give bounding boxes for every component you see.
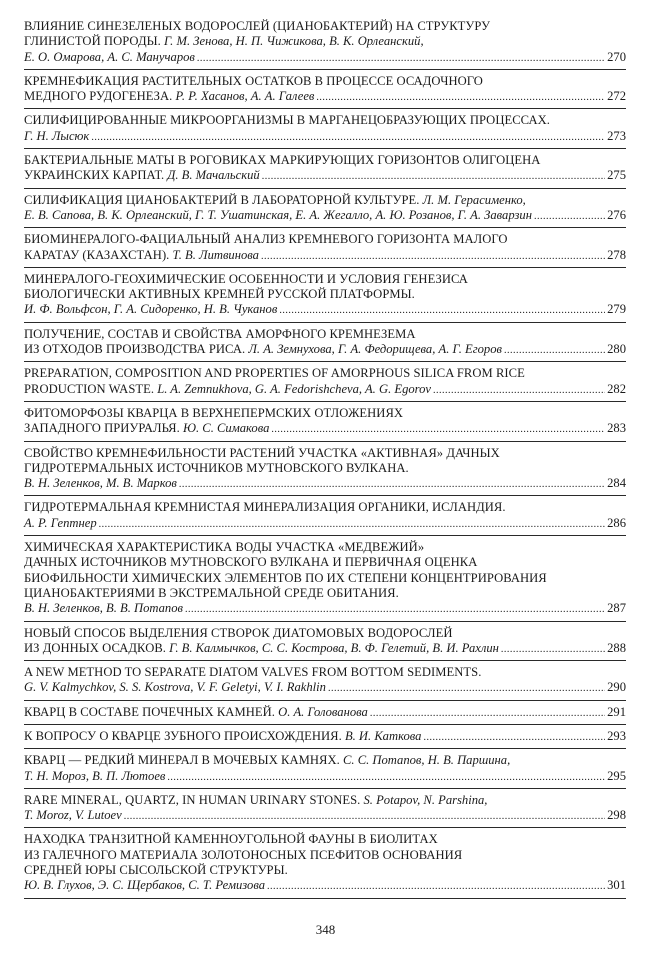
entry-last-text <box>24 516 97 531</box>
toc-entry[interactable] <box>24 228 626 268</box>
entry-last-line <box>24 878 626 894</box>
dot-leader <box>433 383 605 398</box>
entry-page-number: 276 <box>607 207 626 222</box>
entry-last-line <box>24 705 626 721</box>
entry-line <box>24 366 626 381</box>
entry-last-text <box>24 50 195 65</box>
entry-line <box>24 571 626 586</box>
entry-page-number: 288 <box>607 640 626 655</box>
entry-authors: И. Ф. Вольфсон, Г. А. Сидоренко, Н. В. Чуканов <box>24 302 278 317</box>
entry-authors: Л. М. Герасименко, <box>422 192 526 207</box>
entry-last-line <box>24 342 626 358</box>
entry-authors: В. И. Каткова <box>344 728 422 743</box>
entry-page-number: 283 <box>607 421 626 436</box>
entry-last-text <box>24 641 499 656</box>
entry-last-text <box>24 342 502 357</box>
entry-authors: Г. В. Калмычков, С. С. Кострова, В. Ф. Гелетий, В. И. Рахлин <box>169 640 499 655</box>
entry-last-text <box>24 476 177 491</box>
entry-last-line <box>24 50 626 66</box>
entry-title: СИЛИФИКАЦИЯ ЦИАНОБАКТЕРИЙ В ЛАБОРАТОРНОЙ КУЛЬТУРЕ. <box>24 192 420 207</box>
entry-title: КВАРЦ — РЕДКИЙ МИНЕРАЛ В МОЧЕВЫХ КАМНЯХ. <box>24 753 340 768</box>
entry-authors: Т. В. Литвинова <box>172 247 259 262</box>
entry-last-text <box>24 601 183 616</box>
entry-page-number: 275 <box>607 168 626 183</box>
toc-entry[interactable] <box>24 828 626 898</box>
entry-line <box>24 555 626 570</box>
entry-page-number: 279 <box>607 302 626 317</box>
entry-line <box>24 113 626 128</box>
entry-last-text <box>24 769 165 784</box>
entry-line <box>24 272 626 287</box>
dot-leader <box>262 169 605 184</box>
entry-last-text <box>24 168 260 183</box>
entry-title: PRODUCTION WASTE. <box>24 381 155 396</box>
entry-title: МИНЕРАЛОГО-ГЕОХИМИЧЕСКИЕ ОСОБЕННОСТИ И УСЛОВИЯ ГЕНЕЗИСА <box>24 271 468 286</box>
entry-page-number: 272 <box>607 89 626 104</box>
entry-last-line <box>24 601 626 617</box>
toc-entry[interactable] <box>24 496 626 536</box>
entry-line <box>24 446 626 461</box>
entry-page-number: 270 <box>607 49 626 64</box>
entry-last-line <box>24 89 626 105</box>
entry-authors: Г. М. Зенова, Н. П. Чижикова, В. К. Орлеанский, <box>163 34 424 49</box>
entry-title: МЕДНОГО РУДОГЕНЕЗА. <box>24 89 173 104</box>
entry-last-text <box>24 421 269 436</box>
entry-authors: Е. В. Сапова, В. К. Орлеанский, Г. Т. Ушатинская, Е. А. Жегалло, А. Ю. Розанов, Г. А. Заварзин <box>24 207 532 222</box>
entry-last-line <box>24 302 626 318</box>
entry-title: ГЛИНИСТОЙ ПОРОДЫ. <box>24 34 161 49</box>
toc-entry[interactable] <box>24 15 626 70</box>
entry-page-number: 298 <box>607 808 626 823</box>
entry-last-line <box>24 729 626 745</box>
entry-last-line <box>24 808 626 824</box>
entry-title: К ВОПРОСУ О КВАРЦЕ ЗУБНОГО ПРОИСХОЖДЕНИЯ. <box>24 728 342 743</box>
entry-last-text <box>24 208 532 223</box>
entry-line <box>24 19 626 34</box>
entry-title: НАХОДКА ТРАНЗИТНОЙ КАМЕННОУГОЛЬНОЙ ФАУНЫ В БИОЛИТАХ <box>24 832 438 847</box>
entry-title: ИЗ ОТХОДОВ ПРОИЗВОДСТВА РИСА. <box>24 342 246 357</box>
toc-entry[interactable] <box>24 442 626 497</box>
entry-title: НОВЫЙ СПОСОБ ВЫДЕЛЕНИЯ СТВОРОК ДИАТОМОВЫХ ВОДОРОСЛЕЙ <box>24 625 453 640</box>
dot-leader <box>501 642 605 657</box>
entry-title: БАКТЕРИАЛЬНЫЕ МАТЫ В РОГОВИКАХ МАРКИРУЮЩИХ ГОРИЗОНТОВ ОЛИГОЦЕНА <box>24 153 541 168</box>
entry-title: СИЛИФИЦИРОВАННЫЕ МИКРООРГАНИЗМЫ В МАРГАНЕЦОБРАЗУЮЩИХ ПРОЦЕССАХ. <box>24 113 550 128</box>
entry-last-line <box>24 382 626 398</box>
entry-title: ЦИАНОБАКТЕРИЯМИ В ЭКСТРЕМАЛЬНОЙ СРЕДЕ ОБИТАНИЯ. <box>24 585 399 600</box>
dot-leader <box>534 209 605 224</box>
dot-leader <box>328 681 605 696</box>
entry-line <box>24 848 626 863</box>
entry-last-line <box>24 421 626 437</box>
entry-page-number: 290 <box>607 680 626 695</box>
entry-line <box>24 74 626 89</box>
entry-line <box>24 500 626 515</box>
entry-page-number: 287 <box>607 601 626 616</box>
dot-leader <box>423 730 605 745</box>
entry-last-line <box>24 641 626 657</box>
entry-authors: L. A. Zemnukhova, G. A. Fedorishcheva, A. G. Egorov <box>157 381 431 396</box>
entry-title: A NEW METHOD TO SEPARATE DIATOM VALVES FROM BOTTOM SEDIMENTS. <box>24 665 482 680</box>
entry-page-number: 284 <box>607 476 626 491</box>
entry-title: КАРАТАУ (КАЗАХСТАН). <box>24 247 170 262</box>
toc-entry[interactable] <box>24 402 626 442</box>
entry-authors: А. Р. Гептнер <box>24 515 97 530</box>
toc-entry[interactable] <box>24 109 626 149</box>
entry-last-line <box>24 769 626 785</box>
entry-page-number: 286 <box>607 515 626 530</box>
entry-authors: О. А. Голованова <box>278 704 368 719</box>
entry-line <box>24 540 626 555</box>
entry-title: КВАРЦ В СОСТАВЕ ПОЧЕЧНЫХ КАМНЕЙ. <box>24 704 275 719</box>
entry-last-line <box>24 208 626 224</box>
entry-authors: T. Moroz, V. Lutoev <box>24 808 122 823</box>
entry-last-text <box>24 680 326 695</box>
entry-line <box>24 193 626 208</box>
entry-last-text <box>24 129 89 144</box>
dot-leader <box>271 422 605 437</box>
entry-authors: Л. А. Земнухова, Г. А. Федорищева, А. Г. Егоров <box>248 342 502 357</box>
entry-last-text <box>24 729 421 744</box>
entry-authors: G. V. Kalmychkov, S. S. Kostrova, V. F. Geletyi, V. I. Rakhlin <box>24 680 326 695</box>
toc-entry[interactable] <box>24 323 626 363</box>
toc-entry[interactable] <box>24 701 626 725</box>
entry-page-number: 293 <box>607 728 626 743</box>
entry-authors: Т. Н. Мороз, В. П. Лютоев <box>24 768 166 783</box>
dot-leader <box>267 879 605 894</box>
entry-title: ГИДРОТЕРМАЛЬНАЯ КРЕМНИСТАЯ МИНЕРАЛИЗАЦИЯ ОРГАНИКИ, ИСЛАНДИЯ. <box>24 500 506 515</box>
dot-leader <box>370 706 605 721</box>
dot-leader <box>167 770 605 785</box>
entry-last-text <box>24 382 431 397</box>
entry-authors: С. С. Потапов, Н. В. Паршина, <box>343 753 511 768</box>
page-number: 348 <box>315 922 336 937</box>
entry-last-line <box>24 516 626 532</box>
entry-line <box>24 327 626 342</box>
toc-entry[interactable] <box>24 661 626 701</box>
entry-authors: В. Н. Зеленков, М. В. Марков <box>24 476 177 491</box>
entry-line <box>24 665 626 680</box>
toc-entry[interactable] <box>24 749 626 789</box>
entry-line <box>24 34 626 49</box>
entry-authors: Г. Н. Лысюк <box>24 128 90 143</box>
entry-line <box>24 153 626 168</box>
entry-title: ГИДРОТЕРМАЛЬНЫХ ИСТОЧНИКОВ МУТНОВСКОГО ВУЛКАНА. <box>24 460 409 475</box>
entry-authors: Ю. С. Симакова <box>183 421 270 436</box>
entry-title: СВОЙСТВО КРЕМНЕФИЛЬНОСТИ РАСТЕНИЙ УЧАСТКА «АКТИВНАЯ» ДАЧНЫХ <box>24 445 500 460</box>
entry-title: ИЗ ГАЛЕЧНОГО МАТЕРИАЛА ЗОЛОТОНОСНЫХ ПСЕФИТОВ ОСНОВАНИЯ <box>24 847 463 862</box>
entry-title: ПОЛУЧЕНИЕ, СОСТАВ И СВОЙСТВА АМОРФНОГО КРЕМНЕЗЕМА <box>24 326 416 341</box>
entry-line <box>24 232 626 247</box>
entry-last-line <box>24 129 626 145</box>
entry-title: RARE MINERAL, QUARTZ, IN HUMAN URINARY STONES. <box>24 792 361 807</box>
entry-line <box>24 753 626 768</box>
entry-last-line <box>24 168 626 184</box>
entry-page-number: 291 <box>607 704 626 719</box>
dot-leader <box>124 809 605 824</box>
entry-title: БИОЛОГИЧЕСКИ АКТИВНЫХ КРЕМНЕЙ РУССКОЙ ПЛАТФОРМЫ. <box>24 287 415 302</box>
dot-leader <box>504 343 605 358</box>
entry-last-text <box>24 302 277 317</box>
entry-title: PREPARATION, COMPOSITION AND PROPERTIES OF AMORPHOUS SILICA FROM RICE <box>24 366 525 381</box>
entry-title: УКРАИНСКИХ КАРПАТ. <box>24 168 165 183</box>
entry-last-line <box>24 248 626 264</box>
dot-leader <box>179 477 605 492</box>
entry-page-number: 273 <box>607 128 626 143</box>
toc-entry[interactable] <box>24 789 626 829</box>
entry-line <box>24 863 626 878</box>
entry-title: БИОМИНЕРАЛОГО-ФАЦИАЛЬНЫЙ АНАЛИЗ КРЕМНЕВОГО ГОРИЗОНТА МАЛОГО <box>24 232 508 247</box>
entry-page-number: 282 <box>607 381 626 396</box>
entry-title: КРЕМНЕФИКАЦИЯ РАСТИТЕЛЬНЫХ ОСТАТКОВ В ПРОЦЕССЕ ОСАДОЧНОГО <box>24 73 483 88</box>
entry-line <box>24 406 626 421</box>
entry-last-text <box>24 878 265 893</box>
entry-page-number: 301 <box>607 878 626 893</box>
entry-line <box>24 586 626 601</box>
table-of-contents <box>24 15 626 899</box>
entry-title: ЗАПАДНОГО ПРИУРАЛЬЯ. <box>24 421 180 436</box>
entry-authors: S. Potapov, N. Parshina, <box>363 792 488 807</box>
entry-authors: Д. В. Мачальский <box>167 168 260 183</box>
toc-entry[interactable] <box>24 622 626 662</box>
entry-last-line <box>24 680 626 696</box>
toc-entry[interactable] <box>24 268 626 323</box>
entry-page-number: 278 <box>607 247 626 262</box>
entry-last-text <box>24 808 122 823</box>
toc-entry[interactable] <box>24 362 626 402</box>
toc-entry[interactable] <box>24 536 626 621</box>
entry-line <box>24 287 626 302</box>
entry-title: ФИТОМОРФОЗЫ КВАРЦА В ВЕРХНЕПЕРМСКИХ ОТЛОЖЕНИЯХ <box>24 405 404 420</box>
entry-authors: Ю. В. Глухов, Э. С. Щербаков, С. Т. Ремизова <box>24 878 266 893</box>
toc-entry[interactable] <box>24 70 626 110</box>
dot-leader <box>316 90 605 105</box>
entry-line <box>24 461 626 476</box>
dot-leader <box>261 249 605 264</box>
dot-leader <box>279 303 605 318</box>
entry-last-text <box>24 705 368 720</box>
entry-last-text <box>24 248 259 263</box>
toc-entry[interactable] <box>24 725 626 749</box>
dot-leader <box>185 602 605 617</box>
toc-entry[interactable] <box>24 189 626 229</box>
entry-line <box>24 626 626 641</box>
entry-title: ХИМИЧЕСКАЯ ХАРАКТЕРИСТИКА ВОДЫ УЧАСТКА «МЕДВЕЖИЙ» <box>24 540 425 555</box>
dot-leader <box>91 130 605 145</box>
entry-authors: В. Н. Зеленков, В. В. Потапов <box>24 601 183 616</box>
entry-authors: Е. О. Омарова, А. С. Манучаров <box>24 49 195 64</box>
entry-page-number: 280 <box>607 342 626 357</box>
dot-leader <box>99 517 605 532</box>
entry-authors: Р. Р. Хасанов, А. А. Галеев <box>175 89 315 104</box>
dot-leader <box>197 51 605 66</box>
entry-title: ВЛИЯНИЕ СИНЕЗЕЛЕНЫХ ВОДОРОСЛЕЙ (ЦИАНОБАКТЕРИЙ) НА СТРУКТУРУ <box>24 19 491 33</box>
entry-title: ДАЧНЫХ ИСТОЧНИКОВ МУТНОВСКОГО ВУЛКАНА И ПЕРВИЧНАЯ ОЦЕНКА <box>24 555 478 570</box>
entry-page-number: 295 <box>607 768 626 783</box>
toc-entry[interactable] <box>24 149 626 189</box>
entry-title: ИЗ ДОННЫХ ОСАДКОВ. <box>24 640 166 655</box>
entry-title: СРЕДНЕЙ ЮРЫ СЫСОЛЬСКОЙ СТРУКТУРЫ. <box>24 863 288 878</box>
entry-last-line <box>24 476 626 492</box>
entry-line <box>24 793 626 808</box>
entry-last-text <box>24 89 314 104</box>
entry-line <box>24 832 626 847</box>
entry-title: БИОФИЛЬНОСТИ ХИМИЧЕСКИХ ЭЛЕМЕНТОВ ПО ИХ СТЕПЕНИ КОНЦЕНТРИРОВАНИЯ <box>24 570 547 585</box>
